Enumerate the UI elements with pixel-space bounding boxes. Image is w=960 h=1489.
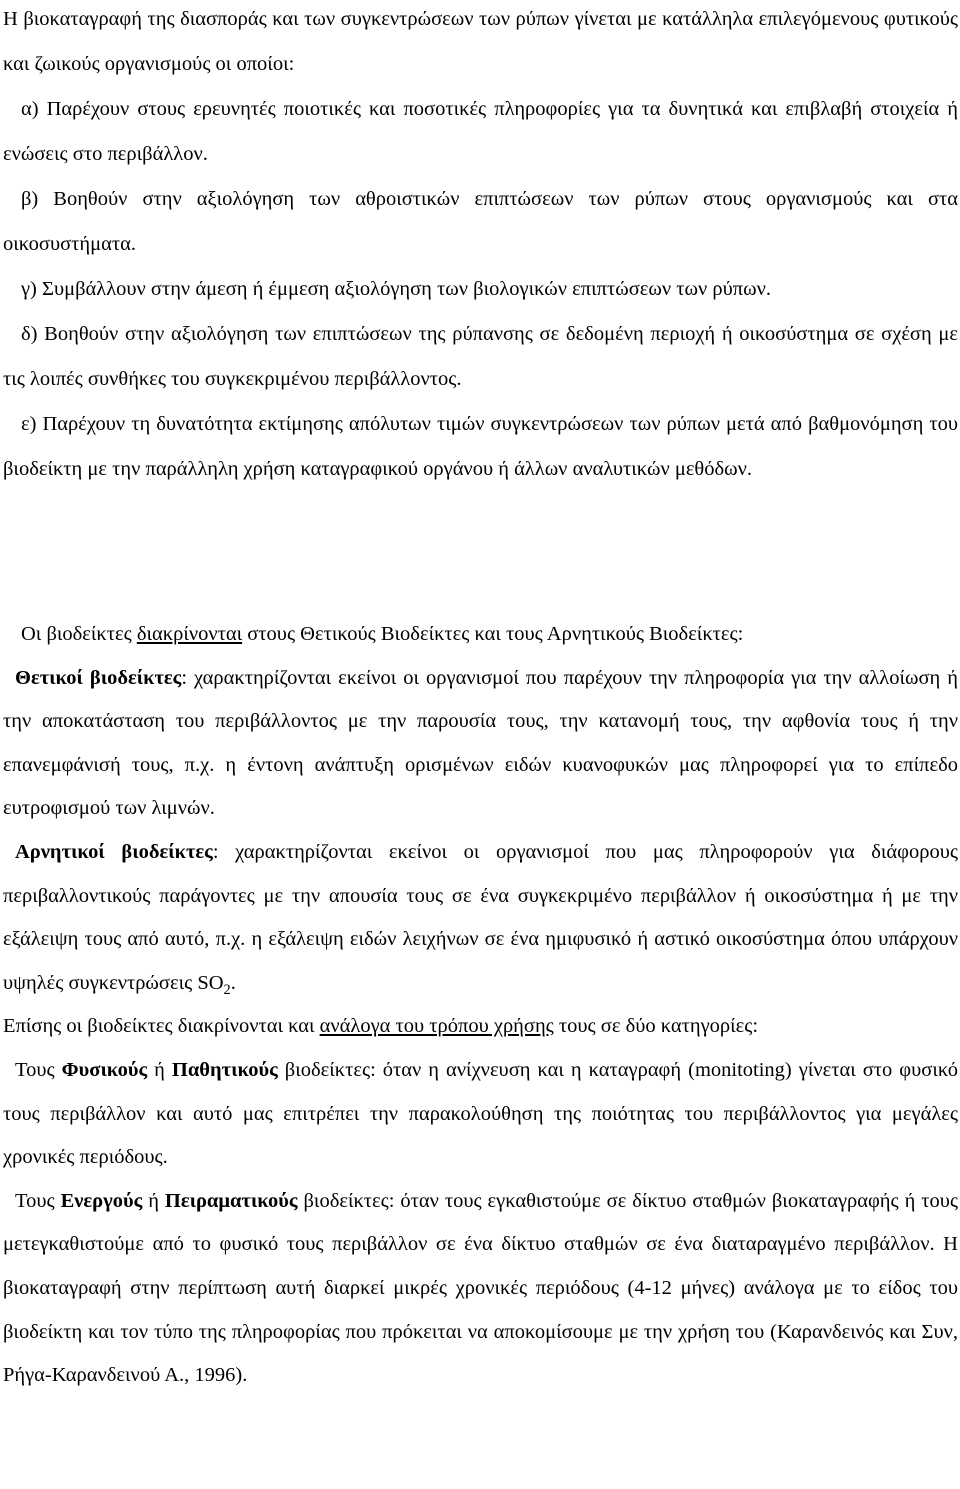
item-c: γ) Συμβάλλουν στην άμεση ή έμμεση αξιολόγηση των βιολογικών επιπτώσεων των ρύπων. [21,278,771,300]
passive-term: Παθητικούς [171,1058,278,1081]
positive-indicators-term: Θετικοί βιοδείκτες [15,666,182,689]
item-a: α) Παρέχουν στους ερευνητές ποιοτικές και ποσοτικές πληροφορίες για τα δυνητικά και επιβλαβή στοιχεία ή ενώσεις στο περιβάλλον. [3,98,958,165]
item-b: β) Βοηθούν στην αξιολόγηση των αθροιστικών επιπτώσεων των ρύπων στους οργανισμούς και στα οικοσυστήματα. [3,188,958,255]
usage-lead: Επίσης οι βιοδείκτες διακρίνονται και ανάλογα του τρόπου χρήσης τους σε δύο κατηγορίες: [3,1015,759,1038]
item-e: ε) Παρέχουν τη δυνατότητα εκτίμησης απόλυτων τιμών συγκεντρώσεων των ρύπων μετά από βαθμονόμηση του βιοδείκτη με την παράλληλη χρήση καταγραφικού οργάνου ή άλλων αναλυτικών μεθόδων. [3,413,958,480]
natural-term: Φυσικούς [61,1058,148,1081]
active-term: Ενεργούς [60,1189,143,1212]
active-indicators-paragraph: Τους Ενεργούς ή Πειραματικούς βιοδείκτες: όταν τους εγκαθιστούμε σε δίκτυο σταθμών βιοκαταγραφής ή τους μετεγκαθιστούμε από το φυσικό τους περιβάλλον σε ένα δίκτυο σταθμών σε ένα διαταραγμένο περιβάλλον. Η βιοκαταγραφή στην περίπτωση αυτή διαρκεί μικρές χρονικές περιόδους (4-12 μήνες) ανάλογα με το είδος του βιοδείκτη και τον τύπο της πληροφορίας που πρόκειται να αποκομίσουμε με την χρήση του (Καρανδεινός και Συν, Ρήγα-Καρανδεινού Α., 1996). [3,1189,958,1387]
underlined-term: ανάλογα του τρόπου χρήσης [319,1015,554,1038]
underlined-term: διακρίνονται [136,623,243,645]
classification-section [3,613,958,1398]
item-d: δ) Βοηθούν στην αξιολόγηση των επιπτώσεων της ρύπανσης σε δεδομένη περιοχή ή οικοσύστημα σε σχέση με τις λοιπές συνθήκες του συγκεκριμένου περιβάλλοντος. [3,323,958,390]
experimental-term: Πειραματικούς [164,1189,298,1212]
subscript: 2 [223,981,231,998]
intro-paragraph: Η βιοκαταγραφή της διασποράς και των συγκεντρώσεων των ρύπων γίνεται με κατάλληλα επιλεγόμενους φυτικούς και ζωικούς οργανισμούς οι οποίοι: [3,8,958,75]
negative-indicators-paragraph: Αρνητικοί βιοδείκτες: χαρακτηρίζονται εκείνοι οι οργανισμοί που μας πληροφορούν για διάφορους περιβαλλοντικούς παράγοντες με την απουσία τους σε ένα συγκεκριμένο περιβάλλον ή οικοσύστημα ή με την εξάλειψη τους από αυτό, π.χ. η εξάλειψη ειδών λειχήνων σε ένα ημιφυσικό ή αστικό οικοσύστημα όπου υπάρχουν υψηλές συγκεντρώσεις $SO_2$. [3,840,958,998]
negative-indicators-term: Αρνητικοί βιοδείκτες [15,840,213,863]
intro-section [3,0,958,492]
classification-lead: Οι βιοδείκτες διακρίνονται στους Θετικούς Βιοδείκτες και τους Αρνητικούς Βιοδείκτες: [21,623,744,645]
passive-indicators-paragraph: Τους Φυσικούς ή Παθητικούς βιοδείκτες: όταν η ανίχνευση και η καταγραφή (monitoting) γίνεται στο φυσικό τους περιβάλλον και αυτό μας επιτρέπει την παρακολούθηση της ποιότητας του περιβάλλοντος για μεγάλες χρονικές περιόδους. [3,1058,958,1169]
positive-indicators-paragraph: Θετικοί βιοδείκτες: χαρακτηρίζονται εκείνοι οι οργανισμοί που παρέχουν την πληροφορία για την αλλοίωση ή την αποκατάσταση του περιβάλλοντος με την παρουσία τους, την κατανομή τους, την αφθονία τους ή την επανεμφάνισή τους, π.χ. η έντονη ανάπτυξη ορισμένων ειδών κυανοφυκών μας πληροφορεί για το επίπεδο ευτροφισμού των λιμνών. [3,666,959,820]
